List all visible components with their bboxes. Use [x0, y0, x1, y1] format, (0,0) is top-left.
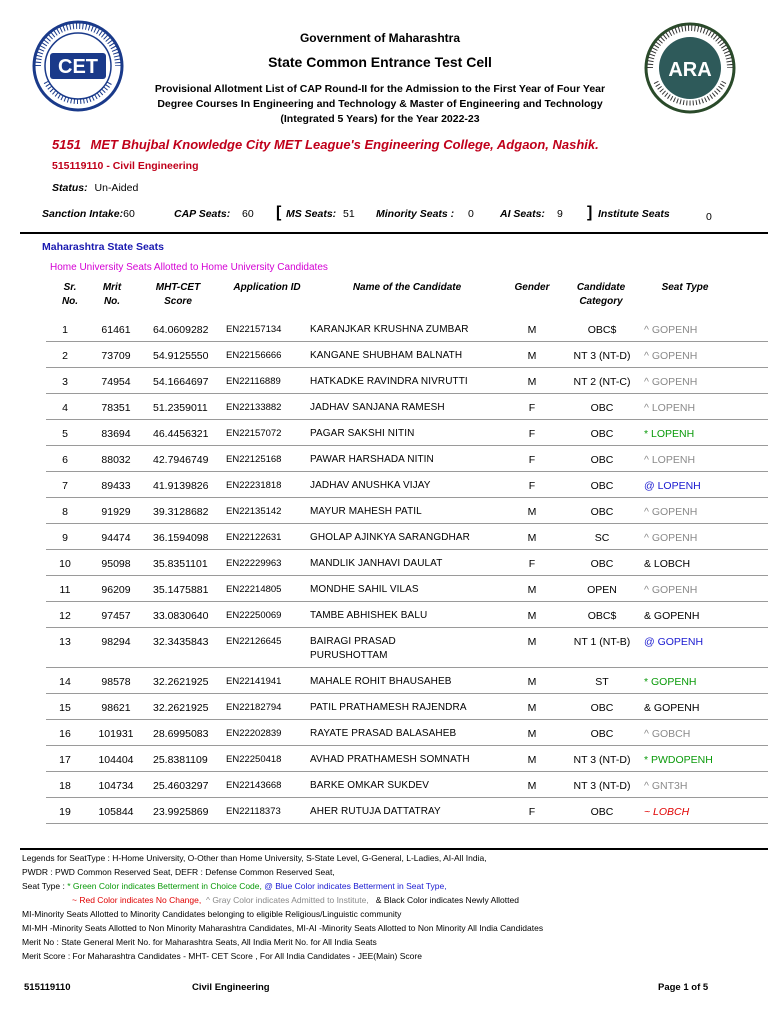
row-seat-type: ^ GOPENH: [644, 584, 698, 596]
row-sr: 12: [59, 610, 71, 622]
row-sr: 5: [62, 428, 68, 440]
row-seat-type: ^ GOPENH: [644, 506, 698, 518]
minority-value: 0: [468, 208, 474, 220]
college-name: MET Bhujbal Knowledge City MET League's Engineering College, Adgaon, Nashik.: [90, 137, 599, 152]
table-row: [20, 342, 768, 368]
row-score: 54.1664697: [153, 376, 209, 388]
footer-course-code: 515119110: [24, 982, 71, 993]
row-application-id: EN22157072: [226, 428, 282, 439]
row-sr: 13: [59, 636, 71, 648]
list-description: [130, 82, 630, 127]
row-application-id: EN22182794: [226, 702, 282, 713]
row-application-id: EN22214805: [226, 584, 282, 595]
row-seat-type: @ GOPENH: [644, 636, 704, 648]
row-score: 36.1594098: [153, 532, 209, 544]
row-sr: 4: [62, 402, 68, 414]
row-sr: 10: [59, 558, 71, 570]
legend-green: * Green Color indicates Betterment in Choice Code,: [67, 881, 262, 891]
row-gender: M: [527, 324, 537, 336]
row-gender: M: [527, 636, 537, 648]
row-application-id: EN22135142: [226, 506, 282, 517]
col-header-app: [222, 281, 312, 295]
sanction-intake: [42, 208, 135, 220]
row-merit-no: 78351: [101, 402, 131, 414]
row-score: 51.2359011: [153, 402, 208, 414]
desc-line-3: (Integrated 5 Years) for the Year 2022-23: [280, 113, 480, 125]
row-score: 32.3435843: [153, 636, 209, 648]
row-score: 35.1475881: [153, 584, 209, 596]
subsection-title: Home University Seats Allotted to Home University Candidates: [50, 262, 328, 273]
row-seat-type: ^ LOPENH: [644, 402, 696, 414]
row-candidate-name: JADHAV SANJANA RAMESH: [310, 402, 445, 413]
cap-seats: [174, 208, 230, 220]
sanction-label: Sanction Intake:: [42, 208, 124, 220]
col-sr-label: Sr. No.: [61, 282, 79, 307]
table-row: [20, 446, 768, 472]
row-category: ST: [595, 676, 609, 688]
row-seat-type: & LOBCH: [644, 558, 691, 570]
row-merit-no: 101931: [98, 728, 134, 740]
page-number: Page 1 of 5: [658, 982, 709, 993]
row-candidate-name: PAGAR SAKSHI NITIN: [310, 428, 415, 439]
row-candidate-name: MAYUR MAHESH PATIL: [310, 506, 422, 517]
row-sr: 19: [59, 806, 71, 818]
divider-top: [20, 232, 768, 234]
row-seat-type: * GOPENH: [644, 676, 697, 688]
row-seat-type: ^ GOPENH: [644, 376, 698, 388]
table-row: [20, 798, 768, 824]
row-sr: 16: [59, 728, 71, 740]
row-sr: 18: [59, 780, 71, 792]
ai-seats: [500, 208, 545, 220]
row-merit-no: 94474: [101, 532, 131, 544]
institute-seats: [598, 208, 670, 220]
row-category: OBC$: [587, 610, 617, 622]
institute-value: 0: [706, 211, 712, 223]
row-candidate-name: PATIL PRATHAMESH RAJENDRA: [310, 702, 467, 713]
row-category: NT 3 (NT-D): [573, 350, 631, 362]
row-gender: F: [528, 454, 536, 466]
section-title: Maharashtra State Seats: [42, 241, 164, 253]
row-gender: M: [527, 376, 537, 388]
row-candidate-name: GHOLAP AJINKYA SARANGDHAR: [310, 532, 470, 543]
row-category: NT 3 (NT-D): [573, 754, 631, 766]
gov-title: Government of Maharashtra: [299, 31, 461, 45]
cet-logo-text: CET: [58, 56, 98, 78]
table-row: [20, 628, 768, 668]
row-application-id: EN22141941: [226, 676, 282, 687]
row-application-id: EN22122631: [226, 532, 282, 543]
row-score: 41.9139826: [153, 480, 209, 492]
row-category: OBC: [590, 402, 614, 414]
row-seat-type: & GOPENH: [644, 702, 700, 714]
row-seat-type: ^ LOPENH: [644, 454, 696, 466]
table-row: [20, 746, 768, 772]
desc-line-1: Provisional Allotment List of CAP Round-II for the Admission to the First Year of Four Year: [154, 83, 606, 95]
row-candidate-name: BAIRAGI PRASAD: [310, 636, 396, 647]
col-name-label: Name of the Candidate: [352, 282, 462, 293]
row-score: 54.9125550: [153, 350, 209, 362]
row-application-id: EN22126645: [226, 636, 282, 647]
row-gender: M: [527, 754, 537, 766]
row-sr: 1: [62, 324, 68, 336]
sanction-value: 60: [123, 208, 135, 220]
col-header-name: [322, 281, 492, 295]
row-sr: 9: [62, 532, 68, 544]
legend-seat-type-label: Seat Type :: [22, 881, 68, 891]
row-seat-type: ^ GOPENH: [644, 350, 698, 362]
row-sr: 7: [62, 480, 68, 492]
legend-line-3: [22, 881, 447, 891]
cet-logo: [32, 20, 124, 112]
row-merit-no: 97457: [101, 610, 131, 622]
status-label: Status:: [52, 182, 88, 194]
row-score: 35.8351101: [153, 558, 208, 570]
legend-line-4: [72, 895, 519, 905]
row-category: OBC: [590, 558, 614, 570]
row-candidate-name: HATKADKE RAVINDRA NIVRUTTI: [310, 376, 468, 387]
col-app-label: Application ID: [233, 282, 301, 293]
row-candidate-name: MANDLIK JANHAVI DAULAT: [310, 558, 443, 569]
ms-value: 51: [343, 208, 355, 220]
row-score: 46.4456321: [153, 428, 209, 440]
col-header-score: [140, 281, 216, 309]
row-gender: M: [527, 506, 537, 518]
cell-title: State Common Entrance Test Cell: [268, 54, 492, 70]
col-header-category: [560, 281, 642, 309]
row-merit-no: 105844: [98, 806, 134, 818]
row-gender: M: [527, 584, 537, 596]
row-application-id: EN22157134: [226, 324, 282, 335]
row-score: 33.0830640: [153, 610, 209, 622]
row-score: 25.4603297: [153, 780, 209, 792]
row-seat-type: ^ GOPENH: [644, 324, 698, 336]
row-application-id: EN22118373: [226, 806, 281, 817]
row-seat-type: ^ GNT3H: [644, 780, 688, 792]
ai-label: AI Seats:: [500, 208, 545, 220]
row-candidate-name: KANGANE SHUBHAM BALNATH: [310, 350, 463, 361]
row-merit-no: 98578: [101, 676, 131, 688]
college-code: 5151: [52, 137, 81, 152]
row-application-id: EN22231818: [226, 480, 282, 491]
col-header-gender: [506, 281, 558, 295]
row-category: OPEN: [587, 584, 617, 596]
row-gender: F: [528, 480, 536, 492]
row-application-id: EN22116889: [226, 376, 281, 387]
row-candidate-name: MONDHE SAHIL VILAS: [310, 584, 419, 595]
row-merit-no: 83694: [101, 428, 131, 440]
status-value: Un-Aided: [94, 182, 139, 194]
row-category: OBC: [590, 480, 614, 492]
ms-seats: [286, 208, 336, 220]
row-gender: F: [528, 558, 536, 570]
table-row: [20, 772, 768, 798]
row-score: 42.7946749: [153, 454, 209, 466]
row-application-id: EN22202839: [226, 728, 282, 739]
row-merit-no: 98294: [101, 636, 131, 648]
legend-line-2: PWDR : PWD Common Reserved Seat, DEFR : Defense Common Reserved Seat,: [22, 867, 335, 877]
row-candidate-name: TAMBE ABHISHEK BALU: [310, 610, 428, 621]
row-category: OBC: [590, 454, 614, 466]
row-application-id: EN22143668: [226, 780, 282, 791]
row-merit-no: 74954: [101, 376, 131, 388]
row-merit-no: 61461: [101, 324, 131, 336]
row-seat-type: * PWDOPENH: [644, 754, 713, 766]
table-row: [20, 720, 768, 746]
row-seat-type: & GOPENH: [644, 610, 700, 622]
row-merit-no: 96209: [101, 584, 131, 596]
row-category: OBC: [590, 806, 614, 818]
minority-label: Minority Seats :: [376, 208, 455, 220]
row-gender: M: [527, 780, 537, 792]
legend-line-6: MI-MH -Minority Seats Allotted to Non Minority Maharashtra Candidates, MI-AI -Minority Seats Allotted to Non Minority All India Candidates: [22, 923, 544, 933]
legend-line-8: Merit Score : For Maharashtra Candidates - MHT- CET Score , For All India Candidates - JEE(Main) Score: [22, 951, 422, 961]
row-merit-no: 98621: [101, 702, 131, 714]
row-category: OBC$: [587, 324, 617, 336]
table-row: [20, 602, 768, 628]
bracket-close: ]: [587, 204, 593, 221]
row-gender: M: [527, 728, 537, 740]
row-candidate-name: MAHALE ROHIT BHAUSAHEB: [310, 676, 452, 687]
row-candidate-name: JADHAV ANUSHKA VIJAY: [310, 480, 431, 491]
row-gender: F: [528, 806, 536, 818]
row-merit-no: 89433: [101, 480, 131, 492]
ms-label: MS Seats:: [286, 208, 337, 220]
col-cat-label: Candidate Category: [576, 282, 626, 307]
row-gender: M: [527, 350, 537, 362]
bracket-open: [: [276, 204, 282, 221]
table-row: [20, 694, 768, 720]
legend-blue: @ Blue Color indicates Betterment in Seat Type,: [264, 881, 447, 891]
row-sr: 11: [59, 584, 71, 596]
row-merit-no: 104404: [98, 754, 134, 766]
legend-line-7: Merit No : State General Merit No. for Maharashtra Seats, All India Merit No. for All India Seats: [22, 937, 377, 947]
minority-seats: [376, 208, 454, 220]
row-seat-type: ~ LOBCH: [644, 806, 690, 818]
row-sr: 8: [62, 506, 68, 518]
col-header-merit: [92, 281, 132, 309]
table-row: [20, 394, 768, 420]
row-category: NT 1 (NT-B): [573, 636, 631, 648]
row-candidate-name: PAWAR HARSHADA NITIN: [310, 454, 434, 465]
footer-course-name: Civil Engineering: [192, 982, 270, 993]
row-candidate-name: KARANJKAR KRUSHNA ZUMBAR: [310, 324, 469, 335]
row-divider: [46, 823, 768, 824]
col-header-seat: [648, 281, 722, 295]
table-row: [20, 472, 768, 498]
row-sr: 14: [59, 676, 71, 688]
row-score: 28.6995083: [153, 728, 209, 740]
row-application-id: EN22133882: [226, 402, 282, 413]
row-candidate-name: RAYATE PRASAD BALASAHEB: [310, 728, 457, 739]
row-category: SC: [594, 532, 610, 544]
row-seat-type: * LOPENH: [644, 428, 695, 440]
row-score: 39.3128682: [153, 506, 209, 518]
table-row: [20, 316, 768, 342]
row-sr: 6: [62, 454, 68, 466]
row-seat-type: @ LOPENH: [644, 480, 701, 492]
col-seat-label: Seat Type: [661, 282, 709, 293]
table-row: [20, 524, 768, 550]
row-gender: M: [527, 676, 537, 688]
row-application-id: EN22250069: [226, 610, 282, 621]
row-candidate-name: AHER RUTUJA DATTATRAY: [310, 806, 441, 817]
row-gender: M: [527, 610, 537, 622]
row-score: 32.2621925: [153, 676, 209, 688]
row-merit-no: 95098: [101, 558, 131, 570]
row-application-id: EN22250418: [226, 754, 282, 765]
col-gender-label: Gender: [514, 282, 550, 293]
legend-gray: ^ Gray Color indicates Admitted to Institute,: [205, 895, 369, 905]
row-seat-type: ^ GOPENH: [644, 532, 698, 544]
row-score: 32.2621925: [153, 702, 209, 714]
college-title: [52, 137, 599, 152]
row-application-id: EN22156666: [226, 350, 282, 361]
row-candidate-name: AVHAD PRATHAMESH SOMNATH: [310, 754, 470, 765]
legend-line-1: Legends for SeatType : H-Home University, O-Other than Home University, S-State Level, G-General, L-Ladies, AI-All India,: [22, 853, 487, 863]
row-gender: M: [527, 702, 537, 714]
col-merit-label: Mrit No.: [102, 282, 122, 307]
row-score: 23.9925869: [153, 806, 209, 818]
row-category: NT 3 (NT-D): [573, 780, 631, 792]
table-row: [20, 668, 768, 694]
row-category: OBC: [590, 506, 614, 518]
legend-black: & Black Color indicates Newly Allotted: [375, 895, 519, 905]
row-sr: 15: [59, 702, 71, 714]
row-application-id: EN22229963: [226, 558, 282, 569]
table-row: [20, 576, 768, 602]
table-row: [20, 550, 768, 576]
row-score: 25.8381109: [153, 754, 208, 766]
row-category: OBC: [590, 728, 614, 740]
legend-red: ~ Red Color indicates No Change,: [72, 895, 202, 905]
col-header-sr: [52, 281, 88, 309]
cap-value: 60: [242, 208, 254, 220]
legend-line-5: MI-Minority Seats Allotted to Minority Candidates belonging to eligible Religious/Linguistic community: [22, 909, 402, 919]
divider-bottom: [20, 848, 768, 850]
row-merit-no: 104734: [98, 780, 134, 792]
row-candidate-name: BARKE OMKAR SUKDEV: [310, 780, 430, 791]
row-merit-no: 91929: [101, 506, 131, 518]
row-gender: F: [528, 402, 536, 414]
row-sr: 3: [62, 376, 68, 388]
table-row: [20, 368, 768, 394]
row-gender: M: [527, 532, 537, 544]
desc-line-2: Degree Courses In Engineering and Technology & Master of Engineering and Technology: [157, 98, 603, 110]
ara-logo-text: ARA: [668, 59, 712, 81]
course-title: 515119110 - Civil Engineering: [52, 160, 199, 172]
row-sr: 2: [62, 350, 68, 362]
ara-logo: [644, 22, 736, 114]
ai-value: 9: [557, 208, 563, 220]
row-category: OBC: [590, 428, 614, 440]
row-merit-no: 88032: [101, 454, 131, 466]
row-category: OBC: [590, 702, 614, 714]
cap-label: CAP Seats:: [174, 208, 231, 220]
row-merit-no: 73709: [101, 350, 131, 362]
table-row: [20, 420, 768, 446]
col-score-label: MHT-CET Score: [155, 282, 201, 307]
institute-label: Institute Seats: [598, 208, 670, 220]
status-line: [52, 182, 138, 194]
table-row: [20, 498, 768, 524]
row-sr: 17: [59, 754, 71, 766]
row-seat-type: ^ GOBCH: [644, 728, 691, 740]
row-score: 64.0609282: [153, 324, 209, 336]
row-candidate-name-line2: PURUSHOTTAM: [310, 650, 388, 661]
row-application-id: EN22125168: [226, 454, 282, 465]
row-category: NT 2 (NT-C): [573, 376, 631, 388]
row-gender: F: [528, 428, 536, 440]
